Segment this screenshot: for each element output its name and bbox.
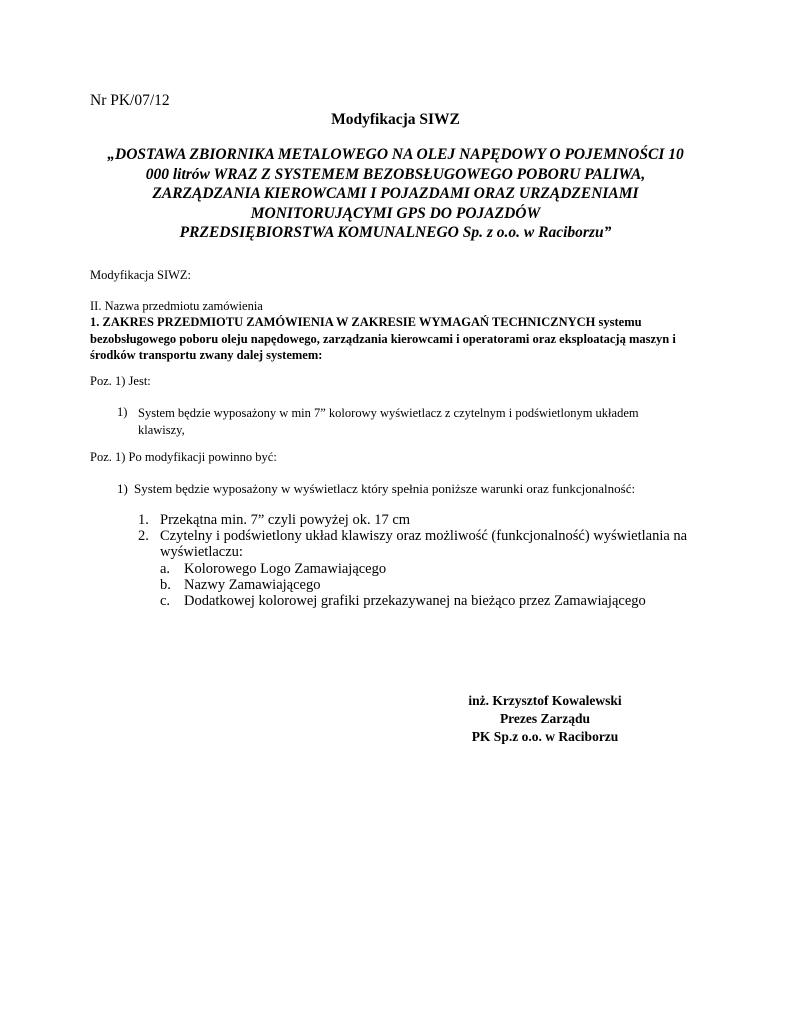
sub-item-text: Nazwy Zamawiającego [184,577,321,593]
position-current-label: Poz. 1) Jest: [90,374,151,388]
title-line: ZARZĄDZANIA KIEROWCAMI I POJAZDAMI ORAZ URZĄDZENIAMI [152,185,639,202]
sub-item-letter: a. [160,561,171,577]
sub-item-text: Kolorowego Logo Zamawiającego [184,561,387,577]
current-item-text [138,405,639,438]
document-heading: Modyfikacja SIWZ [331,111,460,128]
sub-item-text: Dodatkowej kolorowej grafiki przekazywanej na bieżąco przez Zamawiającego [184,593,646,609]
document-title [60,145,731,243]
requirement-number: 2. [138,528,149,544]
requirement-text: Przekątna min. 7” czyli powyżej ok. 17 cm [160,512,411,528]
requirement-number: 1. [138,512,149,528]
section-label: II. Nazwa przedmiotu zamówienia [90,299,263,313]
modified-item-number: 1) [117,481,128,496]
current-item-line: klawiszy, [138,422,185,437]
sub-item-letter: c. [160,593,171,609]
current-item-number: 1) [117,405,128,419]
title-line: 000 litrów WRAZ Z SYSTEMEM BEZOBSŁUGOWEGO POBORU PALIWA, [145,165,646,183]
modified-item-text: System będzie wyposażony w wyświetlacz który spełnia poniższe warunki oraz funkcjonalność: [134,481,636,496]
scope-paragraph [90,314,676,364]
signatory-role: Prezes Zarządu [499,711,591,726]
sub-item-letter: b. [160,577,171,593]
scope-line: bezobsługowego poboru oleju napędowego, zarządzania kierowcami i operatorami oraz eksploatacją maszyn i [90,331,676,346]
reference-number: Nr PK/07/12 [90,92,170,109]
requirement-text: Czytelny i podświetlony układ klawiszy oraz możliwość (funkcjonalność) wyświetlania na [160,528,688,544]
position-modified-label: Poz. 1) Po modyfikacji powinno być: [90,450,277,464]
signature-block [395,692,695,746]
modification-label: Modyfikacja SIWZ: [90,268,192,282]
requirement-text-continued: wyświetlaczu: [160,544,243,560]
scope-line: środków transportu zwany dalej systemem: [90,348,323,362]
signatory-name: inż. Krzysztof Kowalewski [468,693,622,708]
current-item-line: System będzie wyposażony w min 7” kolorowy wyświetlacz z czytelnym i podświetlonym układem [138,406,639,420]
title-line: PRZEDSIĘBIORSTWA KOMUNALNEGO Sp. z o.o. w Raciborzu” [179,224,612,241]
signatory-company: PK Sp.z o.o. w Raciborzu [471,729,619,744]
title-line: „DOSTAWA ZBIORNIKA METALOWEGO NA OLEJ NAPĘDOWY O POJEMNOŚCI 10 [107,146,684,163]
title-line: MONITORUJĄCYMI GPS DO POJAZDÓW [250,204,541,222]
scope-line: 1. ZAKRES PRZEDMIOTU ZAMÓWIENIA W ZAKRESIE WYMAGAŃ TECHNICZNYCH systemu [90,315,642,329]
